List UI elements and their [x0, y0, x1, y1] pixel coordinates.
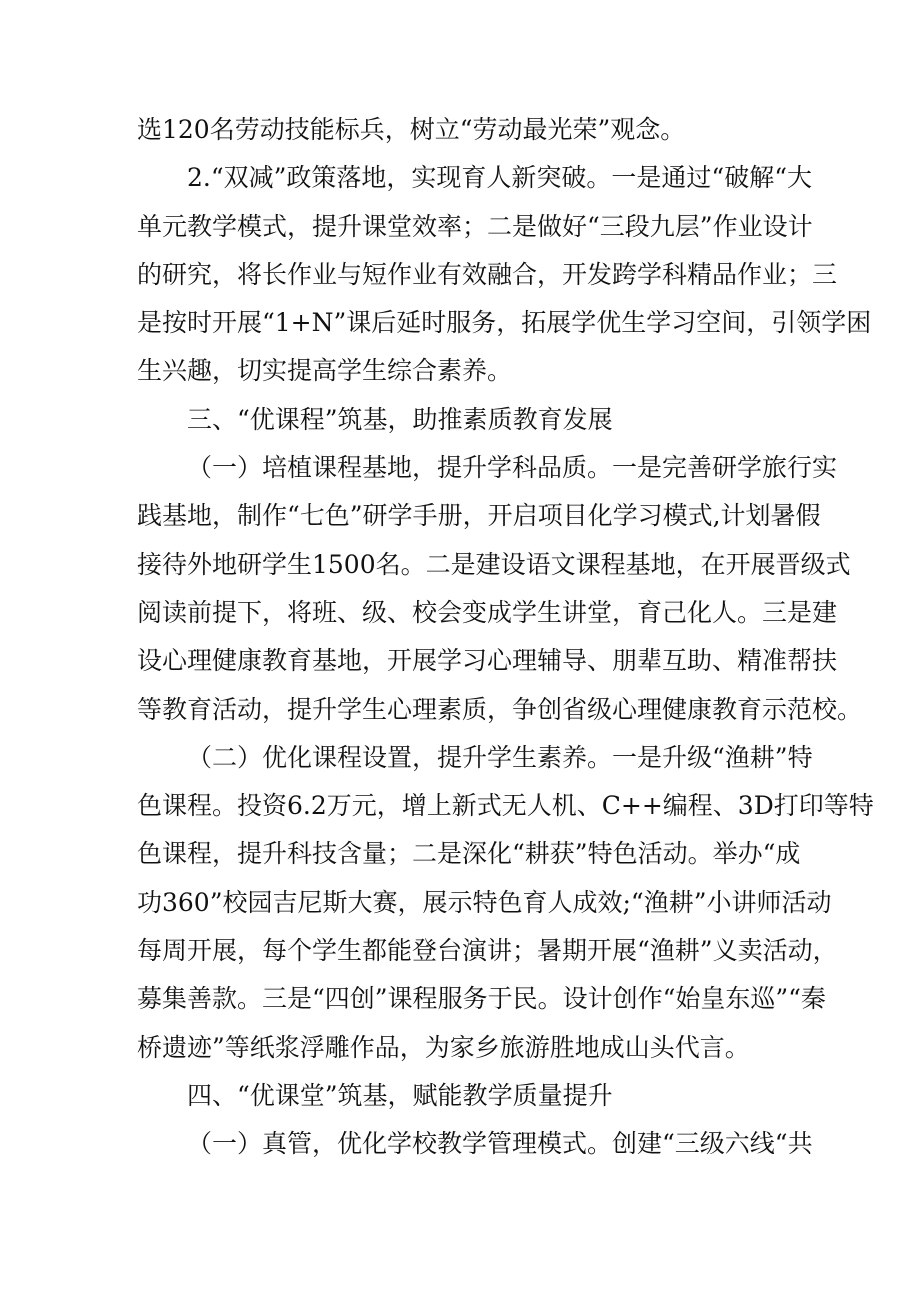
- paragraph-line: 单元教学模式，提升课堂效率；二是做好“三段九层”作业设计: [137, 211, 813, 241]
- paragraph-line: 2.“双减”政策落地，实现育人新突破。一是通过“破解“大: [187, 163, 812, 193]
- document-body: [137, 106, 874, 1169]
- paragraph-line: （一）真管，优化学校教学管理模式。创建“三级六线“共: [187, 1129, 813, 1159]
- paragraph-line: 设心理健康教育基地，开展学习心理辅导、朋辈互助、精准帮扶: [137, 646, 838, 676]
- paragraph-line: 生兴趣，切实提高学生综合素养。: [137, 356, 513, 386]
- paragraph-line: 每周开展，每个学生都能登台演讲；暑期开展“渔耕”义卖活动，: [137, 936, 838, 966]
- paragraph-line: 功360”校园吉尼斯大赛，展示特色育人成效;“渔耕”小讲师活动: [137, 887, 832, 917]
- section-heading: 四、“优课堂”筑基，赋能教学质量提升: [187, 1080, 613, 1110]
- paragraph-line: 色课程。投资6.2万元，增上新式无人机、C++编程、3D打印等特: [137, 791, 874, 821]
- paragraph-line: 是按时开展“1+N”课后延时服务，拓展学优生学习空间，引领学困: [137, 308, 872, 338]
- paragraph-line: （二）优化课程设置，提升学生素养。一是升级“渔耕”特: [187, 742, 813, 772]
- paragraph-line: 等教育活动，提升学生心理素质，争创省级心理健康教育示范校。: [137, 694, 863, 724]
- paragraph-line: 募集善款。三是“四创”课程服务于民。设计创作“始皇东巡”“秦: [137, 984, 826, 1014]
- paragraph-line: 色课程，提升科技含量；二是深化“耕获”特色活动。举办“成: [137, 839, 801, 869]
- paragraph-line: （一）培植课程基地，提升学科品质。一是完善研学旅行实: [187, 453, 838, 483]
- paragraph-line: 接待外地研学生1500名。二是建设语文课程基地，在开展晋级式: [137, 549, 851, 579]
- paragraph-line: 桥遗迹”等纸浆浮雕作品，为家乡旅游胜地成山头代言。: [137, 1032, 750, 1062]
- paragraph-line: 的研究，将长作业与短作业有效融合，开发跨学科精品作业；三: [137, 259, 838, 289]
- paragraph-line: 践基地，制作“七色”研学手册，开启项目化学习模式,计划暑假: [137, 501, 821, 531]
- section-heading: 三、“优课程”筑基，助推素质教育发展: [187, 404, 613, 434]
- paragraph-line: 阅读前提下，将班、级、校会变成学生讲堂，育己化人。三是建: [137, 597, 838, 627]
- paragraph-line: 选120名劳动技能标兵，树立“劳动最光荣”观念。: [137, 115, 686, 144]
